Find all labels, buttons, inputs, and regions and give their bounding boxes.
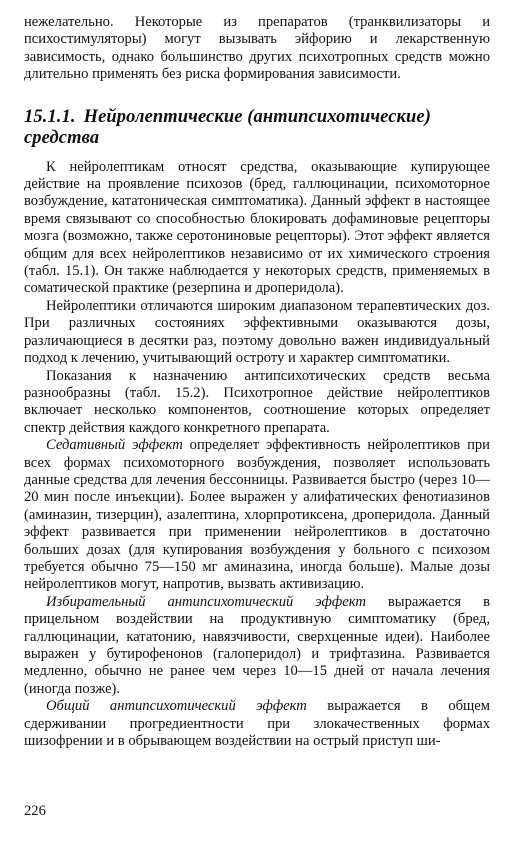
term-general-effect: Общий антипсихотический эффект — [46, 698, 307, 715]
paragraph-dosage: Нейролептики отличаются широким диапазоном терапевтических доз. При различных состояниях эффективными оказываются дозы, различающиеся в десятки раз, поэтому довольно важен индивидуальный подход к лечению, учитывающий остроту и характер симптоматики. — [24, 297, 490, 367]
paragraph-selective-effect — [24, 594, 490, 698]
paragraph-general-effect — [24, 698, 490, 750]
section-heading — [24, 107, 490, 149]
paragraph-selective-text: выражается в прицельном воздействии на продуктивную симптоматику (бред, галлюцинации, кататонию, навязчивости, сверхценные идеи). Наиболее выражен у бутирофенонов (галоперидол) и трифтазина. Развивается медленно, обычно не ранее чем через 10—15 дней от начала лечения (иногда позже). — [24, 593, 490, 697]
page-number: 226 — [24, 803, 46, 819]
paragraph-sedative-text: определяет эффективность нейролептиков при всех формах психомоторного возбуждения, позволяет использовать данные средства для лечения бессонницы. Развивается быстро (через 10—20 мин после инъекции). Более выражен у алифатических фенотиазинов (аминазин, тизерцин), азалептина, хлорпротиксена, дроперидола. Данный эффект развивается при применении нейролептиков в достаточно больших дозах (для купирования возбуждения у больного с психозом требуется обычно 75—150 мг аминазина, иногда больше). Малые дозы нейролептиков могут, напротив, вызвать активизацию. — [24, 437, 490, 593]
term-selective-effect: Избирательный антипсихотический эффект — [46, 593, 366, 610]
paragraph-general-text: выражается в общем сдерживании прогредиентности при злокачественных формах шизофрении и в обрывающем воздействии на острый приступ ши- — [24, 698, 490, 750]
paragraph-sedative-effect — [24, 437, 490, 594]
document-page — [24, 14, 490, 834]
paragraph-definition: К нейролептикам относят средства, оказывающие купирующее действие на проявление психозов (бред, галлюцинации, психомоторное возбуждение, кататоническая симптоматика). Данный эффект в настоящее время связывают со способностью блокировать дофаминовые рецепторы мозга (возможно, также серотониновые рецепторы). Этот эффект является общим для всех нейролептиков независимо от их химического строения (табл. 15.1). Он также наблюдается у некоторых средств, применяемых в соматической практике (резерпина и дроперидола). — [24, 158, 490, 297]
paragraph-indications: Показания к назначению антипсихотических средств весьма разнообразны (табл. 15.2). Психотропное действие нейролептиков включает несколько компонентов, соотношение которых определяет спектр действия каждого конкретного препарата. — [24, 367, 490, 436]
section-number: 15.1.1. — [24, 106, 76, 127]
term-sedative-effect: Седативный эффект — [46, 437, 183, 454]
intro-paragraph: нежелательно. Некоторые из препаратов (транквилизаторы и психостимуляторы) могут вызывать эйфорию и лекарственную зависимость, однако большинство других психотропных средств можно длительно применять без риска формирования зависимости. — [24, 14, 490, 83]
section-title: Нейролептические (антипсихотические) средства — [24, 106, 431, 148]
